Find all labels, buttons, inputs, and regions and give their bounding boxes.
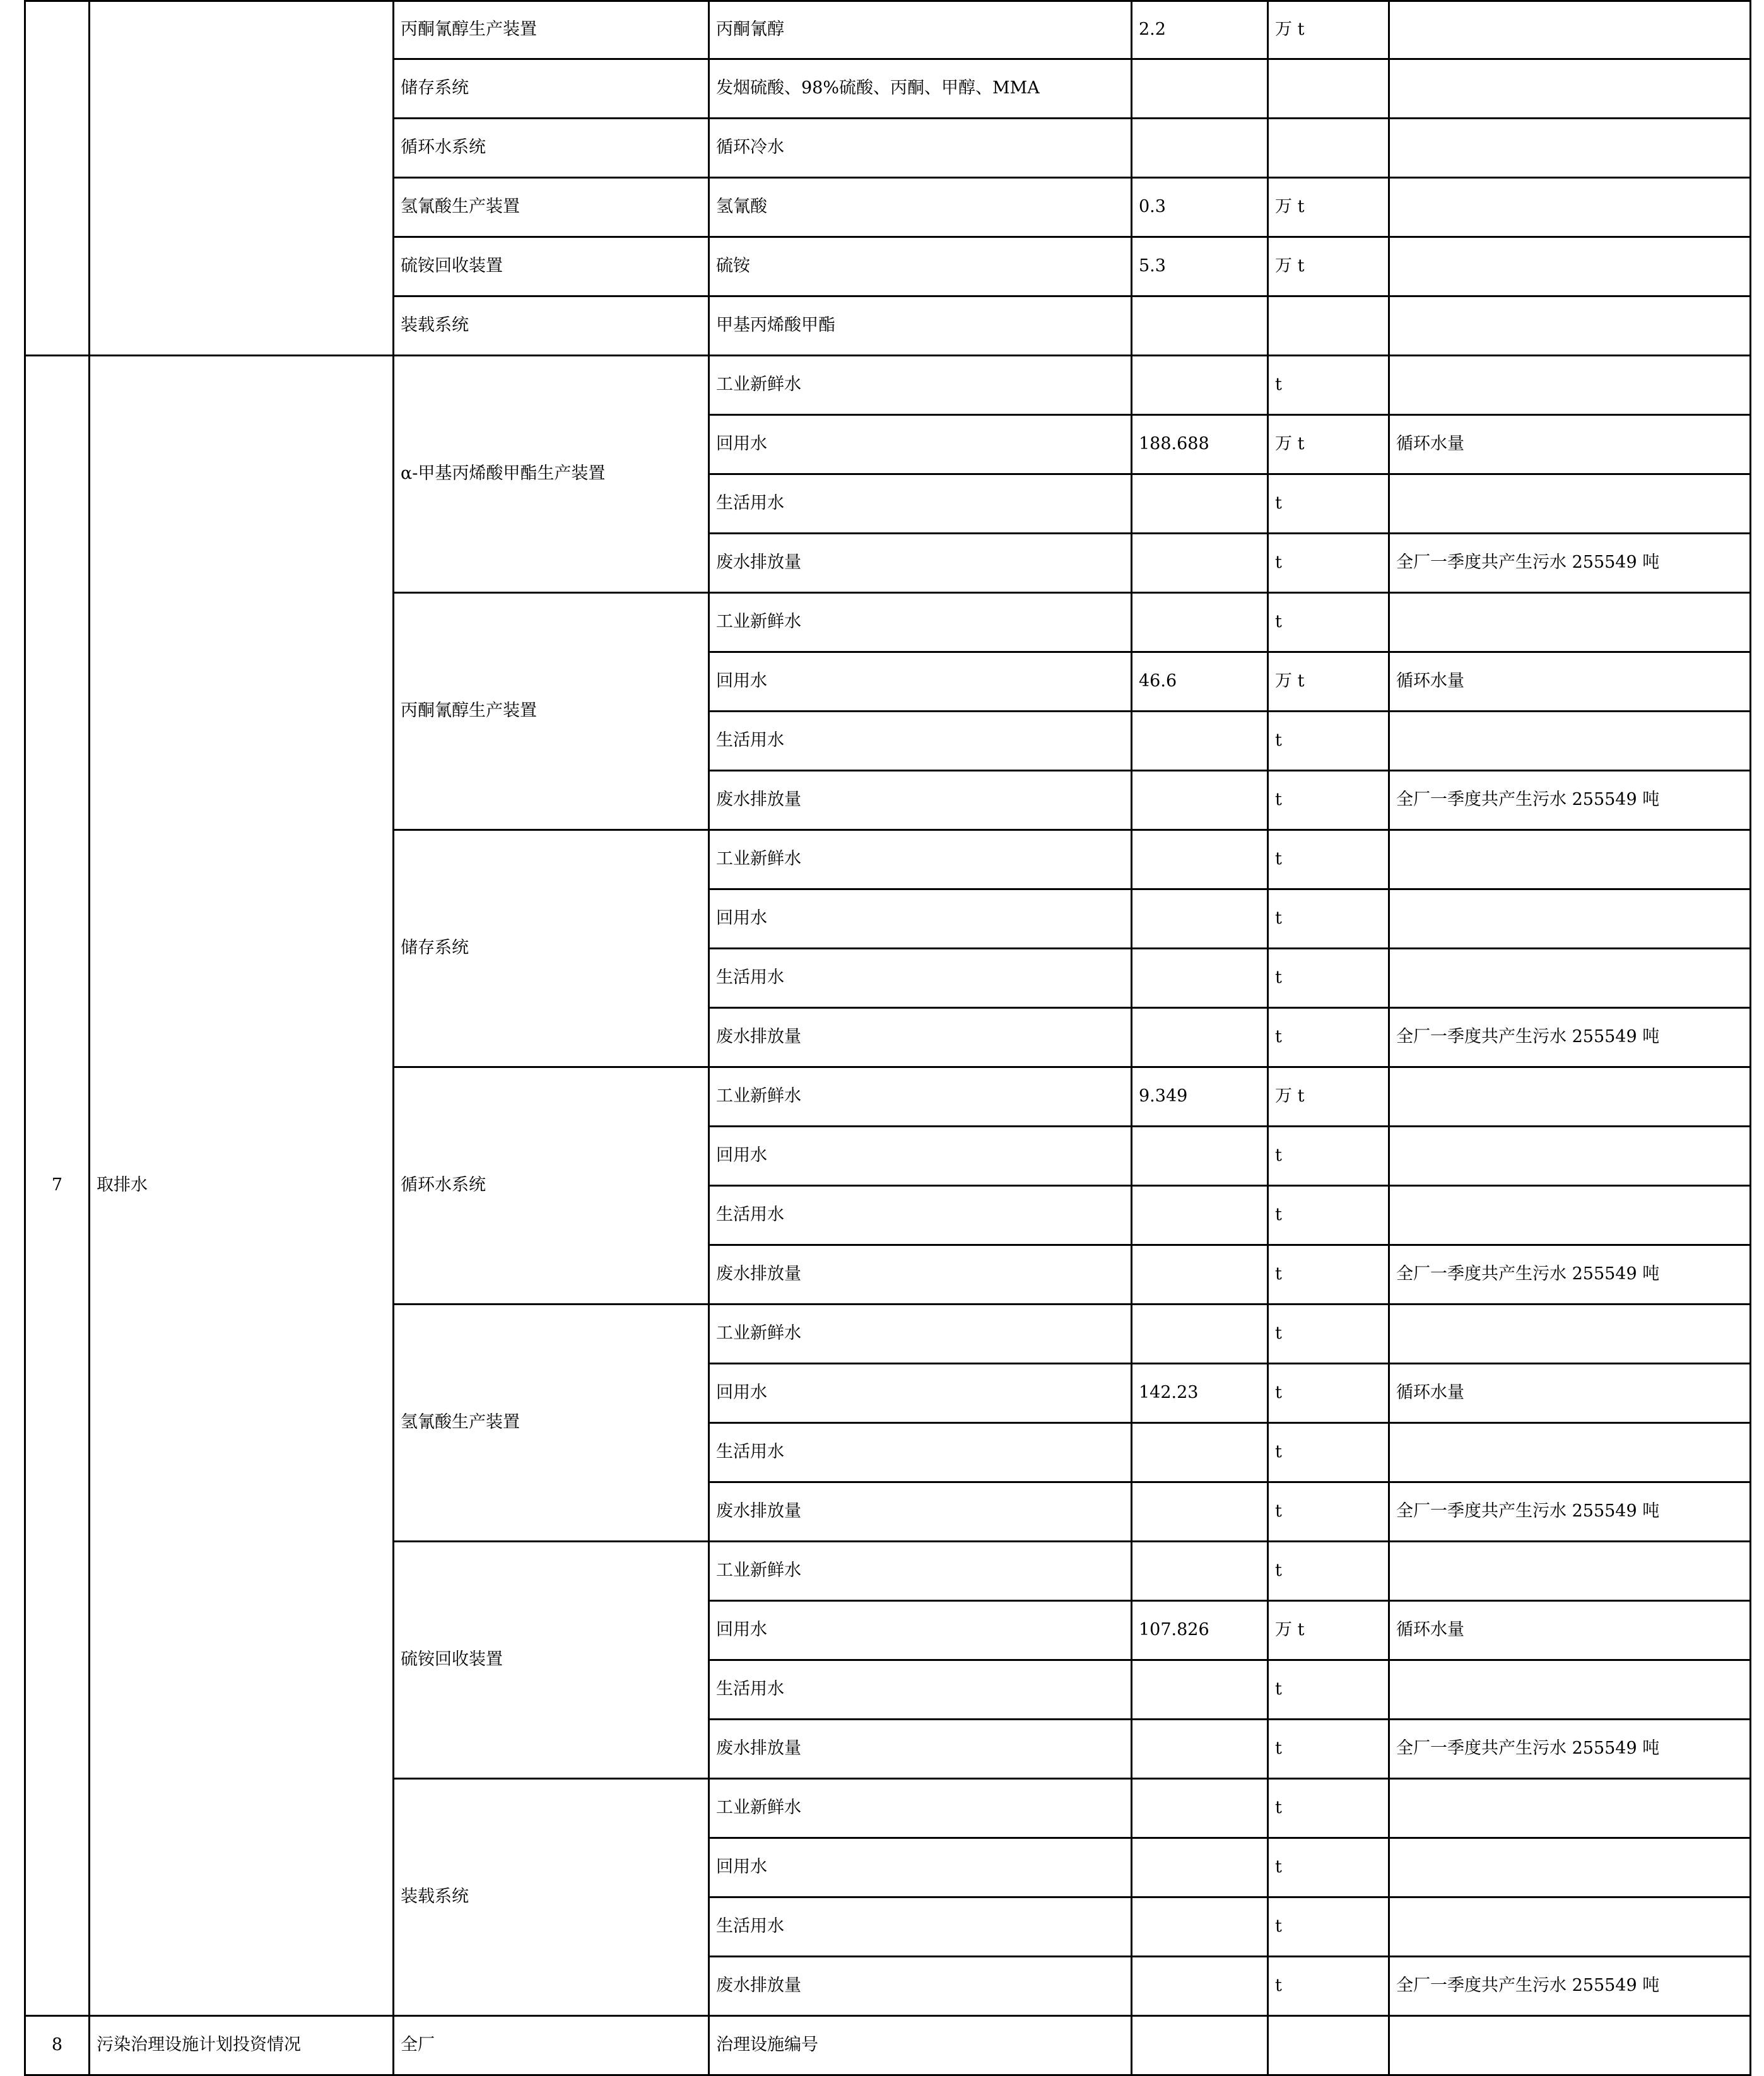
value-cell (1132, 771, 1268, 830)
unit-cell: 硫铵回收装置 (394, 237, 709, 296)
note-cell (1389, 949, 1751, 1008)
item-cell: 丙酮氰醇 (709, 1, 1132, 59)
note-cell (1389, 1305, 1751, 1364)
value-cell (1132, 59, 1268, 119)
measure-cell: t (1268, 356, 1389, 415)
value-cell: 188.688 (1132, 415, 1268, 474)
measure-cell: 万 t (1268, 652, 1389, 712)
table-row (25, 1, 1751, 59)
measure-cell: 万 t (1268, 415, 1389, 474)
value-cell (1132, 1305, 1268, 1364)
item-cell: 治理设施编号 (709, 2016, 1132, 2075)
note-cell (1389, 178, 1751, 237)
category-cell (90, 1, 394, 356)
measure-cell: 万 t (1268, 1, 1389, 59)
measure-cell: t (1268, 1838, 1389, 1897)
note-cell: 全厂一季度共产生污水 255549 吨 (1389, 1245, 1751, 1305)
item-cell: 氢氰酸 (709, 178, 1132, 237)
value-cell (1132, 296, 1268, 356)
value-cell (1132, 534, 1268, 593)
unit-cell: α-甲基丙烯酸甲酯生产装置 (394, 356, 709, 593)
unit-cell: 全厂 (394, 2016, 709, 2075)
measure-cell (1268, 59, 1389, 119)
unit-cell: 储存系统 (394, 830, 709, 1067)
measure-cell: t (1268, 949, 1389, 1008)
value-cell (1132, 2016, 1268, 2075)
measure-cell: t (1268, 1897, 1389, 1957)
unit-cell: 硫铵回收装置 (394, 1542, 709, 1779)
item-cell: 回用水 (709, 1601, 1132, 1660)
value-cell (1132, 1720, 1268, 1779)
unit-cell: 储存系统 (394, 59, 709, 119)
measure-cell: t (1268, 712, 1389, 771)
measure-cell: t (1268, 1127, 1389, 1186)
value-cell (1132, 1957, 1268, 2016)
value-cell (1132, 593, 1268, 652)
data-table (24, 0, 1751, 2076)
unit-cell: 丙酮氰醇生产装置 (394, 1, 709, 59)
value-cell (1132, 1542, 1268, 1601)
item-cell: 生活用水 (709, 1897, 1132, 1957)
note-cell (1389, 59, 1751, 119)
note-cell (1389, 2016, 1751, 2075)
unit-cell: 装载系统 (394, 296, 709, 356)
note-cell: 全厂一季度共产生污水 255549 吨 (1389, 534, 1751, 593)
measure-cell: t (1268, 1008, 1389, 1067)
value-cell (1132, 1008, 1268, 1067)
note-cell (1389, 237, 1751, 296)
measure-cell: t (1268, 1245, 1389, 1305)
measure-cell: t (1268, 534, 1389, 593)
measure-cell: t (1268, 1364, 1389, 1423)
value-cell (1132, 356, 1268, 415)
item-cell: 工业新鲜水 (709, 1542, 1132, 1601)
item-cell: 甲基丙烯酸甲酯 (709, 296, 1132, 356)
unit-cell: 氢氰酸生产装置 (394, 178, 709, 237)
note-cell (1389, 1779, 1751, 1838)
measure-cell: t (1268, 889, 1389, 949)
measure-cell (1268, 296, 1389, 356)
note-cell: 全厂一季度共产生污水 255549 吨 (1389, 771, 1751, 830)
item-cell: 废水排放量 (709, 771, 1132, 830)
item-cell: 生活用水 (709, 1186, 1132, 1245)
value-cell (1132, 119, 1268, 178)
item-cell: 回用水 (709, 652, 1132, 712)
item-cell: 废水排放量 (709, 534, 1132, 593)
measure-cell: t (1268, 1660, 1389, 1720)
value-cell (1132, 1897, 1268, 1957)
measure-cell: 万 t (1268, 1067, 1389, 1127)
note-cell (1389, 889, 1751, 949)
unit-cell: 装载系统 (394, 1779, 709, 2016)
measure-cell: 万 t (1268, 178, 1389, 237)
table-row (25, 2016, 1751, 2075)
section-title: 取排水 (90, 356, 394, 2016)
value-cell: 2.2 (1132, 1, 1268, 59)
section-index: 8 (25, 2016, 90, 2075)
note-cell: 全厂一季度共产生污水 255549 吨 (1389, 1957, 1751, 2016)
item-cell: 废水排放量 (709, 1008, 1132, 1067)
measure-cell (1268, 119, 1389, 178)
note-cell (1389, 830, 1751, 889)
value-cell (1132, 949, 1268, 1008)
measure-cell: t (1268, 1305, 1389, 1364)
note-cell: 循环水量 (1389, 652, 1751, 712)
measure-cell: t (1268, 474, 1389, 534)
item-cell: 生活用水 (709, 949, 1132, 1008)
note-cell (1389, 1067, 1751, 1127)
note-cell: 全厂一季度共产生污水 255549 吨 (1389, 1008, 1751, 1067)
item-cell: 工业新鲜水 (709, 1067, 1132, 1127)
note-cell: 循环水量 (1389, 415, 1751, 474)
measure-cell: t (1268, 593, 1389, 652)
value-cell (1132, 830, 1268, 889)
note-cell (1389, 1, 1751, 59)
item-cell: 废水排放量 (709, 1720, 1132, 1779)
measure-cell: t (1268, 1423, 1389, 1482)
value-cell: 9.349 (1132, 1067, 1268, 1127)
value-cell (1132, 712, 1268, 771)
measure-cell: t (1268, 1957, 1389, 2016)
item-cell: 废水排放量 (709, 1245, 1132, 1305)
unit-cell: 循环水系统 (394, 119, 709, 178)
value-cell (1132, 1779, 1268, 1838)
value-cell (1132, 889, 1268, 949)
measure-cell: 万 t (1268, 1601, 1389, 1660)
value-cell (1132, 1423, 1268, 1482)
note-cell (1389, 1127, 1751, 1186)
section-index: 7 (25, 356, 90, 2016)
item-cell: 硫铵 (709, 237, 1132, 296)
value-cell: 142.23 (1132, 1364, 1268, 1423)
value-cell (1132, 1660, 1268, 1720)
note-cell: 循环水量 (1389, 1601, 1751, 1660)
value-cell (1132, 1838, 1268, 1897)
note-cell: 循环水量 (1389, 1364, 1751, 1423)
measure-cell: t (1268, 830, 1389, 889)
item-cell: 工业新鲜水 (709, 830, 1132, 889)
note-cell: 全厂一季度共产生污水 255549 吨 (1389, 1720, 1751, 1779)
item-cell: 工业新鲜水 (709, 593, 1132, 652)
table-body (25, 1, 1751, 2075)
item-cell: 工业新鲜水 (709, 1779, 1132, 1838)
note-cell (1389, 1542, 1751, 1601)
section-title: 污染治理设施计划投资情况 (90, 2016, 394, 2075)
measure-cell: t (1268, 1482, 1389, 1542)
note-cell (1389, 1660, 1751, 1720)
value-cell: 5.3 (1132, 237, 1268, 296)
item-cell: 生活用水 (709, 712, 1132, 771)
measure-cell (1268, 2016, 1389, 2075)
item-cell: 回用水 (709, 889, 1132, 949)
value-cell (1132, 1127, 1268, 1186)
item-cell: 发烟硫酸、98%硫酸、丙酮、甲醇、MMA (709, 59, 1132, 119)
value-cell (1132, 1245, 1268, 1305)
item-cell: 废水排放量 (709, 1482, 1132, 1542)
unit-cell: 循环水系统 (394, 1067, 709, 1305)
item-cell: 工业新鲜水 (709, 356, 1132, 415)
note-cell (1389, 1186, 1751, 1245)
item-cell: 回用水 (709, 1364, 1132, 1423)
measure-cell: t (1268, 1186, 1389, 1245)
measure-cell: t (1268, 1779, 1389, 1838)
value-cell: 0.3 (1132, 178, 1268, 237)
item-cell: 生活用水 (709, 474, 1132, 534)
note-cell: 全厂一季度共产生污水 255549 吨 (1389, 1482, 1751, 1542)
value-cell (1132, 474, 1268, 534)
value-cell (1132, 1482, 1268, 1542)
value-cell (1132, 1186, 1268, 1245)
measure-cell: t (1268, 771, 1389, 830)
note-cell (1389, 712, 1751, 771)
note-cell (1389, 296, 1751, 356)
note-cell (1389, 1897, 1751, 1957)
measure-cell: 万 t (1268, 237, 1389, 296)
item-cell: 生活用水 (709, 1423, 1132, 1482)
item-cell: 回用水 (709, 1127, 1132, 1186)
item-cell: 生活用水 (709, 1660, 1132, 1720)
item-cell: 回用水 (709, 1838, 1132, 1897)
unit-cell: 丙酮氰醇生产装置 (394, 593, 709, 830)
item-cell: 循环冷水 (709, 119, 1132, 178)
note-cell (1389, 1423, 1751, 1482)
unit-cell: 氢氰酸生产装置 (394, 1305, 709, 1542)
index-cell (25, 1, 90, 356)
value-cell: 107.826 (1132, 1601, 1268, 1660)
note-cell (1389, 593, 1751, 652)
item-cell: 工业新鲜水 (709, 1305, 1132, 1364)
table-row (25, 356, 1751, 415)
measure-cell: t (1268, 1720, 1389, 1779)
note-cell (1389, 119, 1751, 178)
note-cell (1389, 474, 1751, 534)
item-cell: 回用水 (709, 415, 1132, 474)
note-cell (1389, 356, 1751, 415)
item-cell: 废水排放量 (709, 1957, 1132, 2016)
value-cell: 46.6 (1132, 652, 1268, 712)
note-cell (1389, 1838, 1751, 1897)
measure-cell: t (1268, 1542, 1389, 1601)
